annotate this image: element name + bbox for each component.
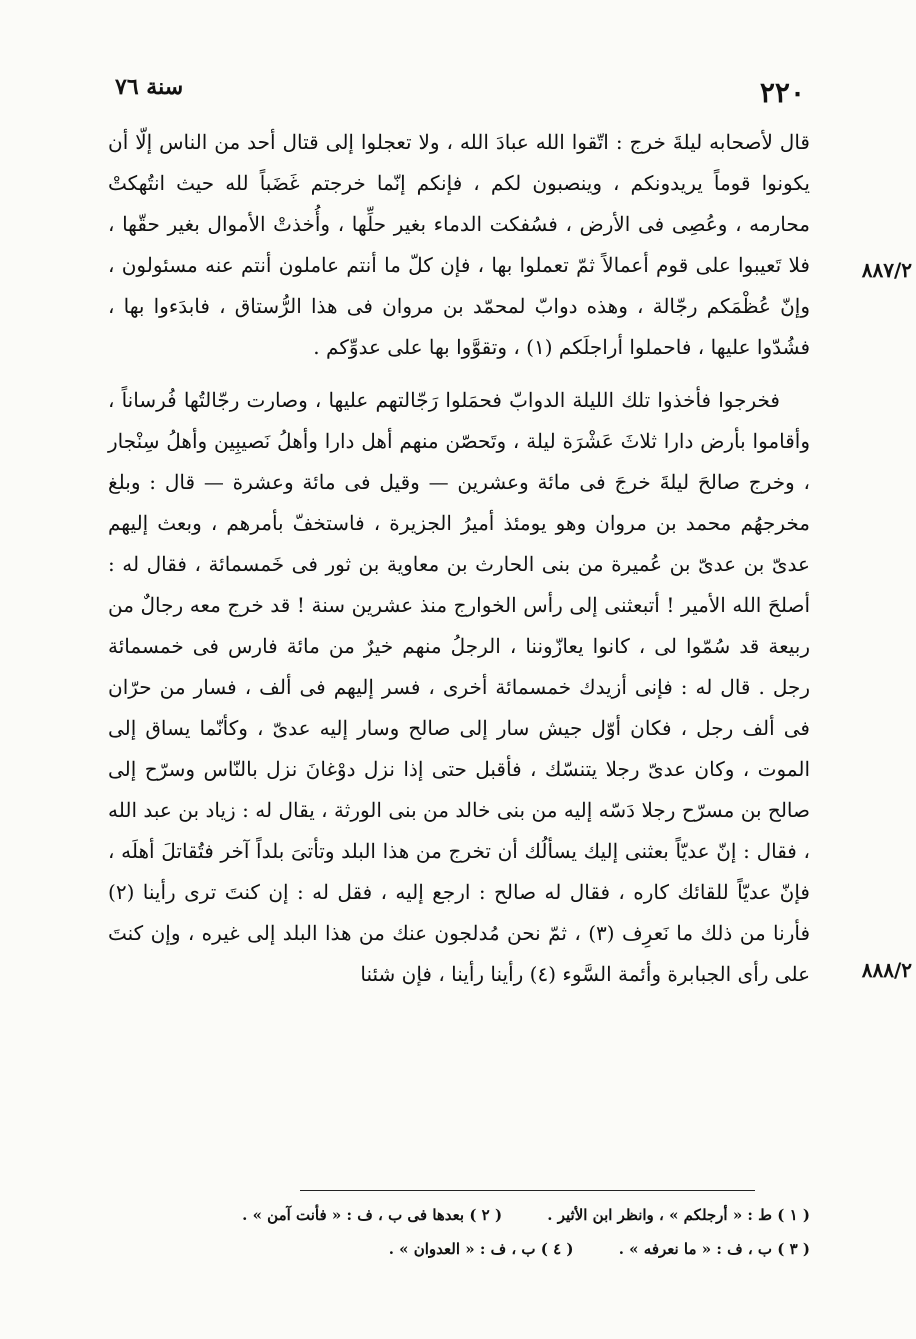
- footnote-label: ( ٢ ): [469, 1206, 503, 1224]
- page-header: [115, 70, 805, 110]
- footnote: [619, 1232, 810, 1266]
- paragraph: قال لأصحابه ليلةَ خرج : اتّقوا الله عبادَ الله ، ولا تعجلوا إلى قتال أحد من الناس إلّا أن يكونوا قوماً يريدونكم ، وينصبون لكم ، فإنكم إنّما خرجتم غَضَباً لله حيث انتُهكتْ محارمه ، وعُصِى فى الأرض ، فسُفكت الدماء بغير حلِّها ، وأُخذتْ الأموال بغير حقّها ، فلا تَعيبوا على قوم أعمالاً ثمّ تعملوا بها ، فإن كلّ ما أنتم عاملون أنتم عنه مسئولون ، وإنّ عُظْمَكم رجّالة ، وهذه دوابّ لمحمّد بن مروان فى هذا الرُّستاق ، فابدَءوا بها ، فشُدّوا عليها ، فاحملوا أراجلَكم (١) ، وتقوَّوا بها على عدوِّكم .: [108, 130, 810, 359]
- paragraph: فخرجوا فأخذوا تلك الليلة الدوابّ فحمَلوا رَجّالتهم عليها ، وصارت رجّالتُها فُرساناً ، وأقاموا بأرض دارا ثلاثَ عَشْرَة ليلة ، وتَحصّن منهم أهل دارا وأهلُ نَصيبِين وأهلُ سِنْجار ، وخرج صالحَ ليلةَ خرجَ فى مائة وعشرين — وقيل فى مائة وعشرة — قال : وبلغ مخرجهُم محمد بن مروان وهو يومئذ أميرُ الجزيرة ، فاستخفّ بأمرهم ، وبعث إليهم عدىّ بن عدىّ بن عُميرة من بنى الحارث بن معاوية بن ثور فى خَمسمائة ، فقال له : أصلحَ الله الأمير ! أتبعثنى إلى رأس الخوارج منذ عشرين سنة ! قد خرج معه رجالٌ من ربيعة قد سُمّوا لى ، كانوا يعازّوننا ، الرجلُ منهم خيرٌ من مائة فارس فى خمسمائة رجل . قال له : فإنى أزيدك خمسمائة أخرى ، فسر إليهم فى ألف ، فسار من حرّان فى ألف رجل ، فكان أوّل جيش سار إلى صالح وسار إليه عدىّ ، وكأنّما يساق إلى الموت ، وكان عدىّ رجلا يتنسّك ، فأقبل حتى إذا نزل دوْغانَ نزل بالنّاس وسرّح إلى صالح بن مسرّح رجلا دَسّه إليه من بنى خالد من بنى الورثة ، يقال له : زياد بن عبد الله ، فقال : إنّ عديّاً بعثنى إليك يسألُك أن تخرج من هذا البلد وتأتىَ بلداً آخر فتُقاتلَ أهلَه ، فإنّ عديّاً للقائك كاره ، فقال له صالح : ارجع إليه ، فقل له : إن كنتَ ترى رأينا (٢) فأرنا من ذلك ما نَعرِف (٣) ، ثمّ نحن مُدلجون عنك من هذا البلد إلى غيره ، وإن كنتَ على رأى الجبابرة وأئمة السَّوء (٤) رأينا رأينا ، فإن شئنا: [108, 388, 811, 986]
- footnote-text: بعدها فى ب ، ف : « فأنت آمن » .: [242, 1206, 465, 1224]
- footnote-text: ب ، ف : « ما نعرفه » .: [618, 1240, 773, 1258]
- footnote: [389, 1232, 574, 1266]
- running-title: سنة ٧٦: [115, 74, 184, 100]
- footnote-label: ( ١ ): [777, 1206, 810, 1224]
- footnote-label: ( ٤ ): [540, 1240, 574, 1258]
- footnote-divider: [300, 1190, 755, 1191]
- footnote: [547, 1198, 810, 1232]
- footnote-text: ط : « أرجلكم » ، وانظر ابن الأثير .: [547, 1206, 773, 1224]
- footnote-row: [110, 1198, 810, 1232]
- footnote-label: ( ٣ ): [777, 1240, 810, 1258]
- footnote-text: ب ، ف : « العدوان » .: [388, 1240, 536, 1258]
- main-text: [108, 122, 810, 995]
- footnote-row: [110, 1232, 810, 1266]
- marginal-reference: ٨٨٧/٢: [861, 258, 912, 282]
- page-number: ٢٢٠: [759, 76, 805, 109]
- footnotes: [110, 1198, 810, 1266]
- footnote: [242, 1198, 502, 1232]
- marginal-reference: ٨٨٨/٢: [861, 958, 912, 982]
